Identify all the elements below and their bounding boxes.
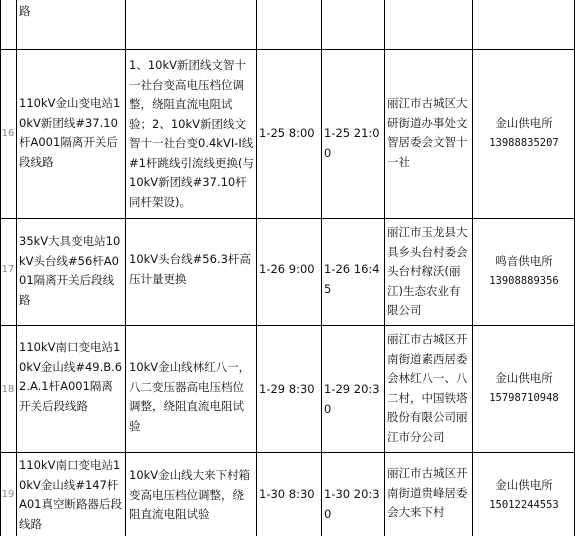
supply-station-name: 鸣音供电所	[495, 254, 553, 268]
row-number: 18	[1, 384, 15, 395]
affected-area-cell: 丽江市古城区开南街道贵峰居委会大来下村	[387, 466, 468, 519]
column-divider	[125, 0, 126, 536]
row-number: 19	[1, 489, 15, 500]
row-divider	[1, 325, 575, 326]
end-time-cell: 1-26 16:45	[324, 262, 380, 296]
column-divider	[16, 0, 17, 536]
contact-unit-cell	[474, 114, 574, 153]
line-section-cell: 110kV南口变电站10kV金山线#49.B.62.A.1杆A001隔离开关后段线路	[19, 340, 123, 413]
end-time-cell: 1-25 21:00	[324, 126, 380, 160]
work-content-cell: 1、10kV新团线文智十一社台变高电压档位调整，绕阻直流电阻试验；2、10kV新团线文智十一社台变0.4kVI-I线#1杆跳线引流线更换(与10kV新团线#37.10杆同杆架设)。	[129, 58, 254, 209]
row-divider	[1, 218, 575, 219]
start-time-cell: 1-29 8:30	[259, 382, 315, 396]
line-section-cell: 路	[19, 4, 31, 18]
contact-phone: 13908889356	[489, 274, 559, 287]
contact-unit-cell	[474, 476, 574, 515]
end-time-cell: 1-30 20:30	[324, 487, 380, 521]
start-time-cell: 1-25 8:00	[259, 126, 315, 140]
end-time-cell: 1-29 20:30	[324, 382, 380, 416]
line-section-cell: 110kV南口变电站10kV金山线#147杆A01真空断路器后段线路	[19, 458, 122, 531]
column-divider	[321, 0, 322, 536]
supply-station-name: 金山供电所	[495, 371, 553, 385]
column-divider	[472, 0, 473, 536]
column-divider	[384, 0, 385, 536]
work-content-cell: 10kV金山线大来下村箱变高电压档位调整，绕阻直流电阻试验	[129, 468, 251, 521]
contact-phone: 15012244553	[489, 498, 559, 511]
work-content-cell: 10kV头台线#56.3杆高压计量更换	[129, 252, 251, 286]
supply-station-name: 金山供电所	[495, 116, 553, 130]
affected-area-cell: 丽江市古城区大研街道办事处文智居委会文智十一社	[387, 96, 468, 169]
start-time-cell: 1-26 9:00	[259, 262, 315, 276]
row-number: 17	[1, 264, 15, 275]
row-number: 16	[1, 128, 15, 139]
work-content-cell: 10kV金山线林红八一，八二变压器高电压档位调整，绕阻直流电阻试验	[129, 360, 251, 433]
row-divider	[1, 452, 575, 453]
row-divider	[1, 49, 575, 50]
contact-unit-cell	[474, 252, 574, 291]
column-divider	[256, 0, 257, 536]
affected-area-cell: 丽江市玉龙县大具乡头台村委会头台村稼沃(丽江)生态农业有限公司	[387, 225, 468, 317]
line-section-cell: 35kV大具变电站10kV头台线#56杆A001隔离开关后段线路	[19, 234, 121, 307]
affected-area-cell: 丽江市古城区开南街道素西居委会林红八一、八二村，中国铁塔股份有限公司丽江市分公司	[387, 332, 468, 444]
contact-phone: 13988835207	[489, 136, 559, 149]
contact-phone: 15798710948	[489, 391, 559, 404]
start-time-cell: 1-30 8:30	[259, 487, 315, 501]
supply-station-name: 金山供电所	[495, 478, 553, 492]
contact-unit-cell	[474, 369, 574, 408]
line-section-cell: 110kV金山变电站10kV新团线#37.10杆A001隔离开关后段线路	[19, 96, 121, 169]
